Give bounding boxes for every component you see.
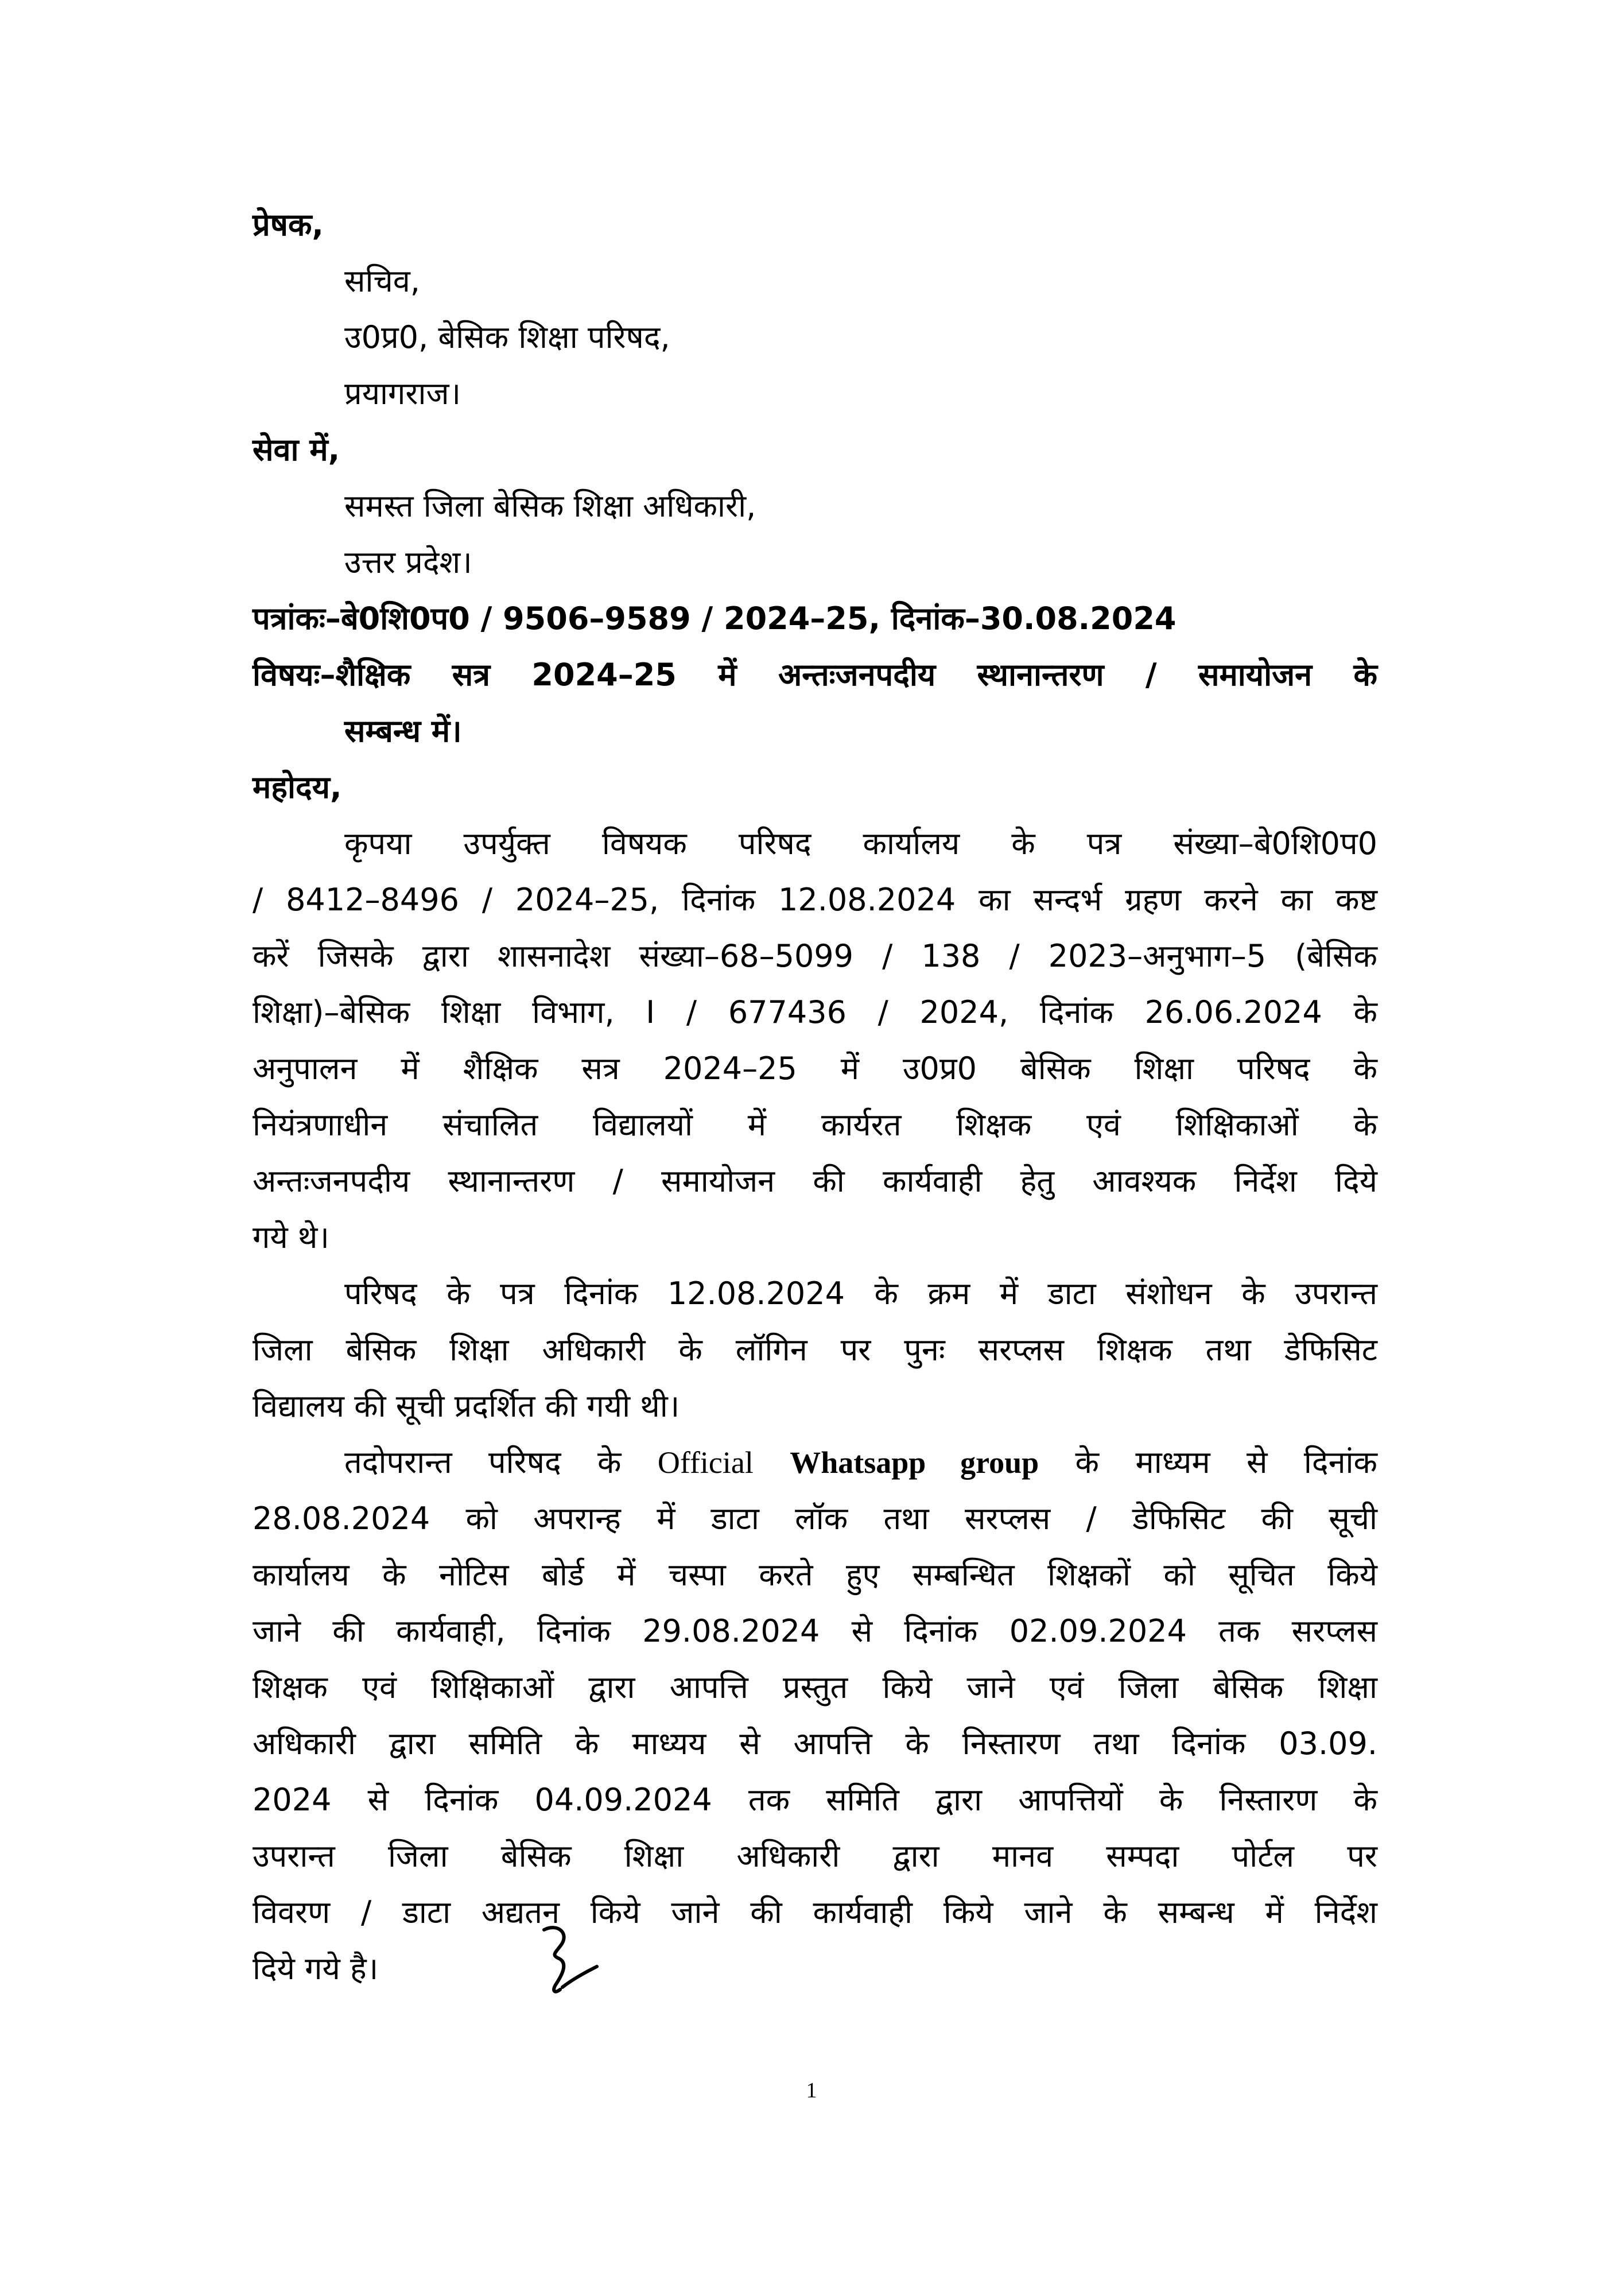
sender-line-1: सचिव, (344, 263, 420, 299)
paragraph-3-line: उपरान्त जिला बेसिक शिक्षा अधिकारी द्वारा मानव सम्पदा पोर्टल पर (253, 1838, 1377, 1874)
page-number: 1 (806, 2078, 817, 2103)
paragraph-3-official: Official (657, 1445, 754, 1480)
paragraph-1-line: अनुपालन में शैक्षिक सत्र 2024–25 में उ0प्र0 बेसिक शिक्षा परिषद के (253, 1050, 1377, 1087)
recipient-line-1: समस्त जिला बेसिक शिक्षा अधिकारी, (344, 488, 756, 524)
paragraph-1-line: गये थे। (253, 1219, 329, 1255)
letter-number: पत्रांकः–बे0शि0प0 / 9506–9589 / 2024–25, दिनांक–30.08.2024 (253, 600, 1177, 637)
salutation: महोदय, (253, 769, 342, 805)
paragraph-1-line: अन्तःजनपदीय स्थानान्तरण / समायोजन की कार्यवाही हेतु आवश्यक निर्देश दिये (253, 1163, 1377, 1199)
paragraph-3-line: जाने की कार्यवाही, दिनांक 29.08.2024 से दिनांक 02.09.2024 तक सरप्लस (253, 1613, 1377, 1649)
paragraph-3-line: 28.08.2024 को अपरान्ह में डाटा लॉक तथा सरप्लस / डेफिसिट की सूची (253, 1500, 1377, 1537)
paragraph-1-line: कृपया उपर्युक्त विषयक परिषद कार्यालय के पत्र संख्या–बे0शि0प0 (344, 825, 1377, 862)
paragraph-1-line: करें जिसके द्वारा शासनादेश संख्या–68–5099 / 138 / 2023–अनुभाग–5 (बेसिक (253, 938, 1377, 974)
signature-mark (528, 1917, 608, 2009)
paragraph-1-line: नियंत्रणाधीन संचालित विद्यालयों में कार्यरत शिक्षक एवं शिक्षिकाओं के (253, 1107, 1377, 1143)
sender-line-3: प्रयागराज। (344, 375, 461, 412)
recipient-heading: सेवा में, (253, 432, 340, 468)
paragraph-2-line: परिषद के पत्र दिनांक 12.08.2024 के क्रम में डाटा संशोधन के उपरान्त (344, 1275, 1377, 1312)
sender-heading: प्रेषक, (253, 207, 324, 243)
paragraph-3-line: 2024 से दिनांक 04.09.2024 तक समिति द्वारा आपत्तियों के निस्तारण के (253, 1782, 1377, 1818)
paragraph-3-line: शिक्षक एवं शिक्षिकाओं द्वारा आपत्ति प्रस्तुत किये जाने एवं जिला बेसिक शिक्षा (253, 1669, 1377, 1705)
paragraph-3-line: अधिकारी द्वारा समिति के माध्यय से आपत्ति के निस्तारण तथा दिनांक 03.09. (253, 1725, 1377, 1762)
paragraph-1-line: / 8412–8496 / 2024–25, दिनांक 12.08.2024 का सन्दर्भ ग्रहण करने का कष्ट (253, 882, 1377, 918)
paragraph-3-line: विवरण / डाटा अद्यतन किये जाने की कार्यवाही किये जाने के सम्बन्ध में निर्देश (253, 1894, 1377, 1930)
paragraph-3-suffix: के माध्यम से दिनांक (1075, 1444, 1377, 1480)
paragraph-3-whatsapp-group: Whatsapp group (790, 1445, 1039, 1480)
paragraph-3-line: कार्यालय के नोटिस बोर्ड में चस्पा करते हुए सम्बन्धित शिक्षकों को सूचित किये (253, 1557, 1377, 1593)
paragraph-3-first-line (344, 1444, 1377, 1481)
sender-line-2: उ0प्र0, बेसिक शिक्षा परिषद, (344, 319, 670, 355)
paragraph-3-prefix: तदोपरान्त परिषद के (344, 1444, 622, 1480)
paragraph-2-line: विद्यालय की सूची प्रदर्शित की गयी थी। (253, 1388, 680, 1424)
recipient-line-2: उत्तर प्रदेश। (344, 544, 472, 580)
paragraph-2-line: जिला बेसिक शिक्षा अधिकारी के लॉगिन पर पुनः सरप्लस शिक्षक तथा डेफिसिट (253, 1332, 1377, 1368)
paragraph-1-line: शिक्षा)–बेसिक शिक्षा विभाग, I / 677436 / 2024, दिनांक 26.06.2024 के (253, 994, 1377, 1030)
subject-line-1: विषयः–शैक्षिक सत्र 2024–25 में अन्तःजनपदीय स्थानान्तरण / समायोजन के (253, 657, 1377, 693)
paragraph-3-line: दिये गये है। (253, 1950, 379, 1987)
subject-line-2: सम्बन्ध में। (344, 713, 462, 749)
